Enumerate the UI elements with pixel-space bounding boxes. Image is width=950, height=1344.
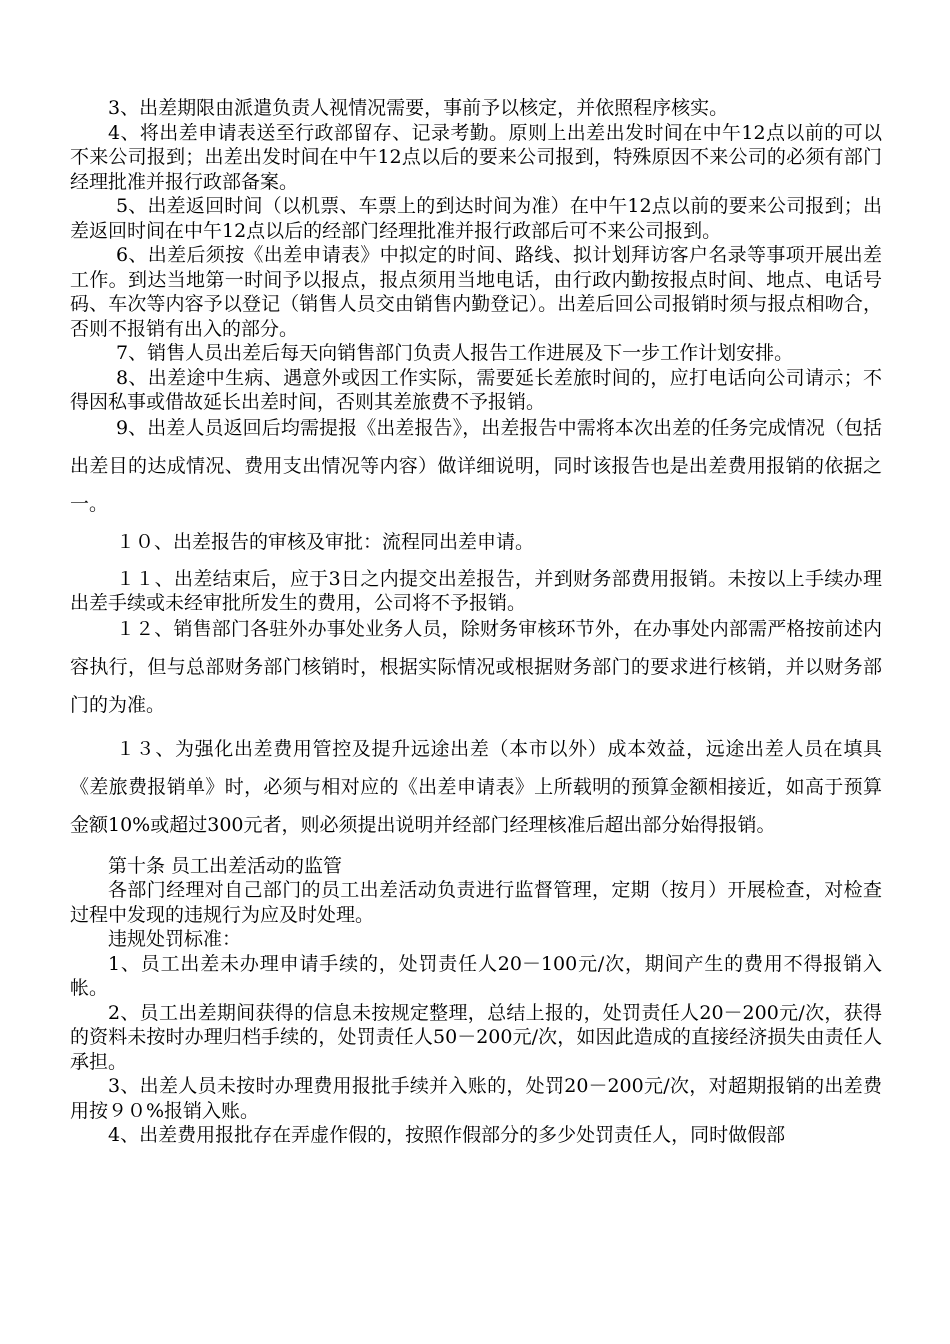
penalty-item-2: 2、员工出差期间获得的信息未按规定整理，总结上报的，处罚责任人20－200元/次，获得的资料未按时办理归档手续的，处罚责任人50－200元/次，如因此造成的直接经济损失由责任人承担。 xyxy=(70,1001,882,1073)
paragraph-item-8: 8、出差途中生病、遇意外或因工作实际，需要延长差旅时间的，应打电话向公司请示；不得因私事或借故延长出差时间，否则其差旅费不予报销。 xyxy=(70,366,882,413)
document-page xyxy=(70,96,882,1148)
paragraph-supervision: 各部门经理对自己部门的员工出差活动负责进行监督管理，定期（按月）开展检查，对检查过程中发现的违规行为应及时处理。 xyxy=(70,879,882,926)
paragraph-item-11: １１、出差结束后，应于3日之内提交出差报告，并到财务部费用报销。未按以上手续办理出差手续或未经审批所发生的费用，公司将不予报销。 xyxy=(70,567,882,614)
paragraph-item-10: １０、出差报告的审核及审批：流程同出差申请。 xyxy=(116,530,535,553)
paragraph-item-13: １３、为强化出差费用管控及提升远途出差（本市以外）成本效益，远途出差人员在填具《差旅费报销单》时，必须与相对应的《出差申请表》上所载明的预算金额相接近，如高于预算金额10%或超过300元者，则必须提出说明并经部门经理核准后超出部分始得报销。 xyxy=(70,737,882,836)
paragraph-item-12: １２、销售部门各驻外办事处业务人员，除财务审核环节外，在办事处内部需严格按前述内容执行，但与总部财务部门核销时，根据实际情况或根据财务部门的要求进行核销，并以财务部门的为准。 xyxy=(70,617,882,716)
paragraph-item-5: 5、出差返回时间（以机票、车票上的到达时间为准）在中午12点以前的要来公司报到；出差返回时间在中午12点以后的经部门经理批准并报行政部后可不来公司报到。 xyxy=(70,195,882,242)
penalty-item-3: 3、出差人员未按时办理费用报批手续并入账的，处罚20－200元/次，对超期报销的出差费用按９０%报销入账。 xyxy=(70,1075,882,1122)
penalty-item-1: 1、员工出差未办理申请手续的，处罚责任人20－100元/次，期间产生的费用不得报销入帐。 xyxy=(70,952,882,999)
paragraph-item-4: 4、将出差申请表送至行政部留存、记录考勤。原则上出差出发时间在中午12点以前的可以不来公司报到；出差出发时间在中午12点以后的要来公司报到，特殊原因不来公司的必须有部门经理批准并报行政部备案。 xyxy=(70,121,882,193)
paragraph-item-3: 3、出差期限由派遣负责人视情况需要，事前予以核定，并依照程序核实。 xyxy=(108,97,729,119)
penalty-item-4: 4、出差费用报批存在弄虚作假的，按照作假部分的多少处罚责任人，同时做假部 xyxy=(108,1124,786,1146)
paragraph-item-6: 6、出差后须按《出差申请表》中拟定的时间、路线、拟计划拜访客户名录等事项开展出差工作。到达当地第一时间予以报点，报点须用当地电话，由行政内勤按报点时间、地点、电话号码、车次等内容予以登记（销售人员交由销售内勤登记）。出差后回公司报销时须与报点相吻合，否则不报销有出入的部分。 xyxy=(70,244,882,340)
paragraph-item-7: 7、销售人员出差后每天向销售部门负责人报告工作进展及下一步工作计划安排。 xyxy=(116,342,794,364)
section-heading: 第十条 员工出差活动的监管 xyxy=(108,854,343,877)
paragraph-item-9: 9、出差人员返回后均需提报《出差报告》，出差报告中需将本次出差的任务完成情况（包括出差目的达成情况、费用支出情况等内容）做详细说明，同时该报告也是出差费用报销的依据之一。 xyxy=(70,416,882,515)
penalty-standard-label: 违规处罚标准： xyxy=(108,928,242,950)
